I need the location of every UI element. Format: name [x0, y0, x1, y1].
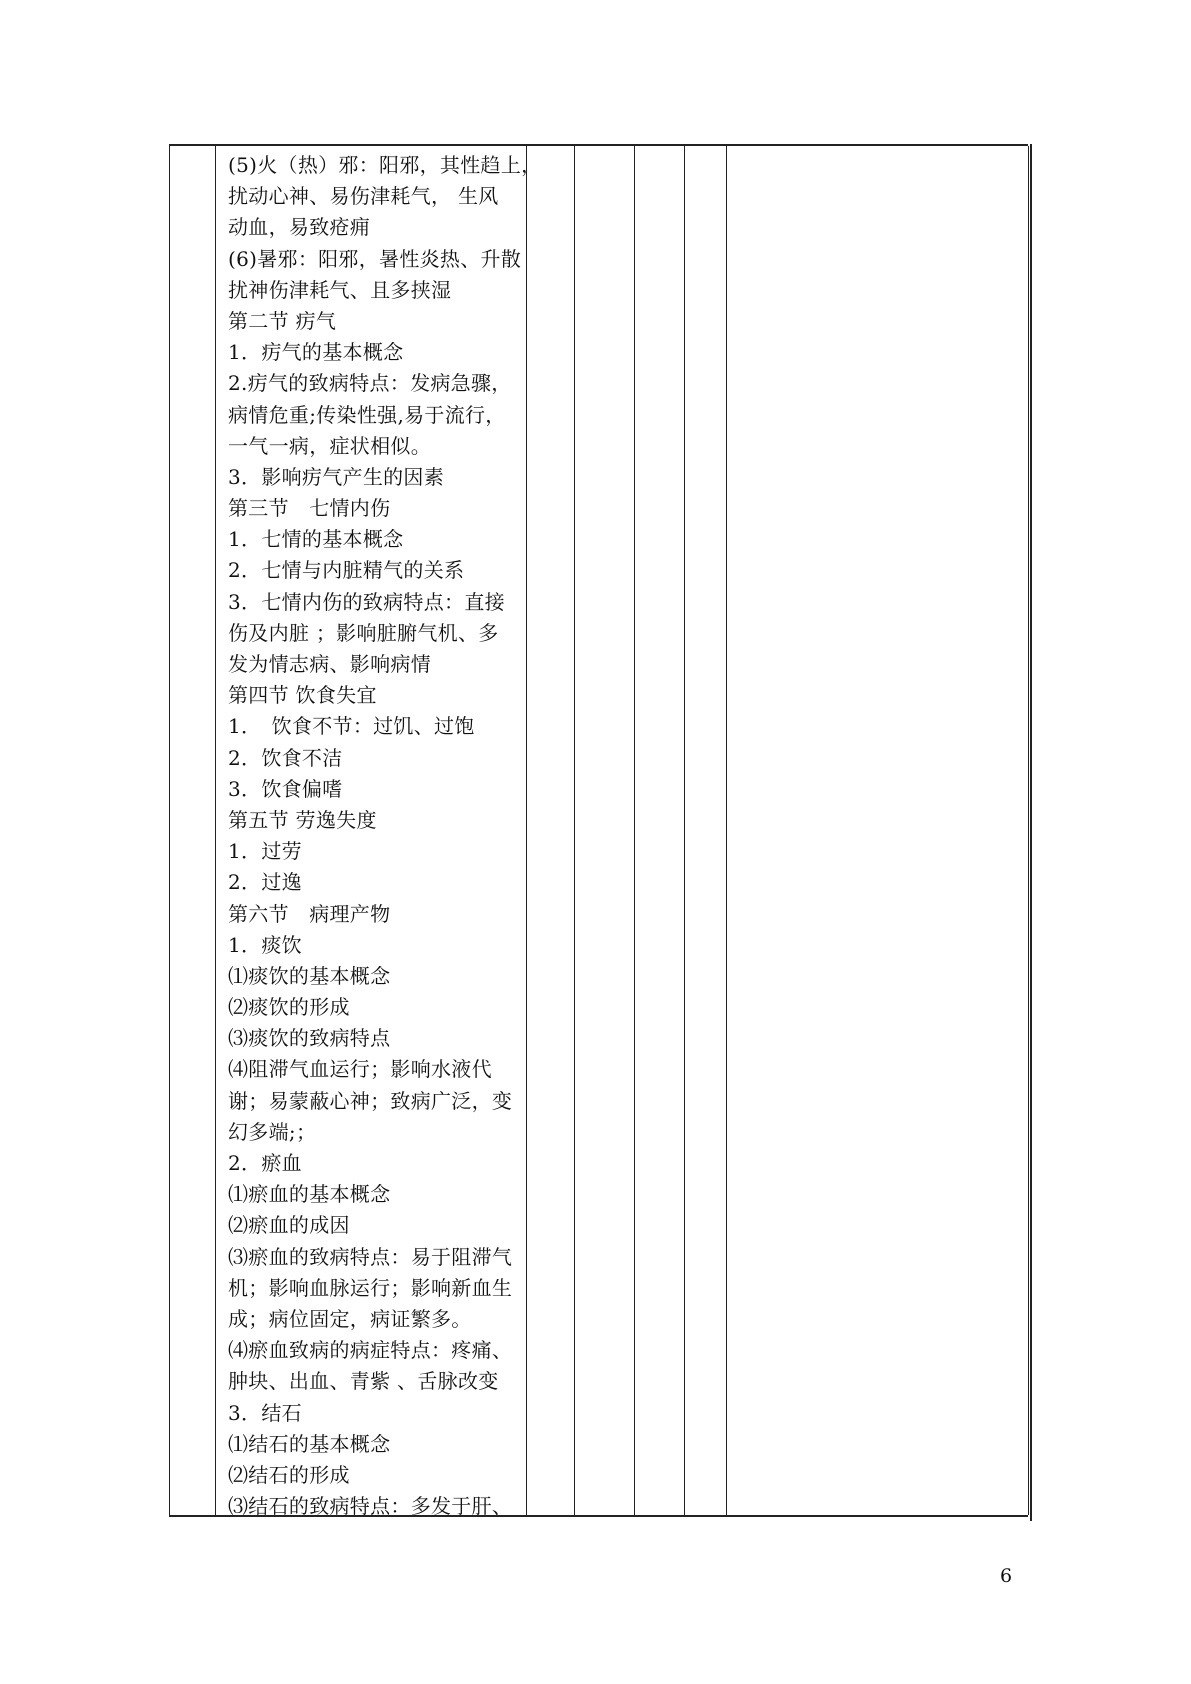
content-lines [228, 150, 542, 1522]
content-line: ⑵瘀血的成因 [228, 1213, 350, 1238]
content-line: 2．饮食不洁 [228, 745, 343, 770]
content-line: 成；病位固定，病证繁多。 [228, 1306, 472, 1331]
page-number: 6 [1000, 1565, 1013, 1587]
syllabus-table [169, 144, 1028, 1517]
content-line: (5)火（热）邪：阳邪，其性趋上， [228, 153, 542, 177]
content-line: 2．瘀血 [228, 1151, 302, 1175]
content-line: 1．痰饮 [228, 932, 302, 957]
content-line: 病情危重;传染性强,易于流行， [228, 402, 506, 427]
table-column-4 [575, 146, 635, 1515]
content-line: ⑵痰饮的形成 [228, 995, 350, 1020]
content-line: ⑵结石的形成 [228, 1462, 350, 1487]
table-column-6 [685, 146, 727, 1515]
content-line: ⑶痰饮的致病特点 [228, 1026, 391, 1051]
content-line: 1．七情的基本概念 [228, 527, 404, 552]
content-line: ⑶瘀血的致病特点：易于阻滞气 [228, 1244, 513, 1269]
content-line: ⑴结石的基本概念 [228, 1431, 391, 1456]
content-line: 3．结石 [228, 1400, 302, 1425]
content-line: 2．七情与内脏精气的关系 [228, 558, 465, 583]
content-line: 第五节 劳逸失度 [228, 807, 377, 832]
content-line: 动血，易致疮痈 [228, 215, 371, 240]
content-line: ⑶结石的致病特点：多发于肝、 [228, 1494, 513, 1519]
content-line: 2．过逸 [228, 870, 302, 895]
content-line: ⑴痰饮的基本概念 [228, 963, 391, 988]
content-line: 一气一病，症状相似。 [228, 433, 431, 458]
content-line: 第四节 饮食失宜 [228, 683, 377, 708]
content-line: 发为情志病、影响病情 [228, 652, 431, 676]
table-column-content [216, 146, 542, 1519]
content-line: ⑴瘀血的基本概念 [228, 1182, 391, 1207]
content-line: 机；影响血脉运行；影响新血生 [228, 1275, 513, 1300]
table-column-3 [527, 146, 575, 1515]
content-line: 3．影响疠气产生的因素 [228, 464, 445, 489]
content-line: 谢；易蒙蔽心神；致病广泛，变 [228, 1088, 513, 1113]
content-line: 1． 饮食不节：过饥、过饱 [228, 714, 475, 739]
content-line: 第六节 病理产物 [228, 901, 391, 926]
table-column-1 [170, 146, 216, 1515]
table-column-7 [727, 146, 1029, 1515]
content-line: (6)暑邪：阳邪，暑性炎热、升散 [228, 246, 522, 271]
content-line: 1．过劳 [228, 839, 302, 864]
content-line: 幻多端;； [228, 1119, 317, 1144]
content-line: 扰神伤津耗气、且多挟湿 [228, 277, 452, 302]
content-line: 第二节 疠气 [228, 308, 337, 333]
content-line: ⑷阻滞气血运行；影响水液代 [228, 1057, 492, 1082]
content-line: 肿块、出血、青紫 、舌脉改变 [228, 1369, 499, 1394]
table-column-5 [635, 146, 685, 1515]
content-line: 伤及内脏 ；影响脏腑气机、多 [228, 620, 499, 645]
content-line: 第三节 七情内伤 [228, 496, 391, 521]
content-line: 3．七情内伤的致病特点：直接 [228, 589, 505, 614]
content-line: 2.疠气的致病特点：发病急骤， [228, 371, 512, 396]
content-line: ⑷瘀血致病的病症特点：疼痛、 [228, 1338, 513, 1363]
content-line: 1．疠气的基本概念 [228, 340, 404, 365]
content-line: 3．饮食偏嗜 [228, 776, 343, 801]
content-line: 扰动心神、易伤津耗气， 生风 [228, 184, 499, 209]
